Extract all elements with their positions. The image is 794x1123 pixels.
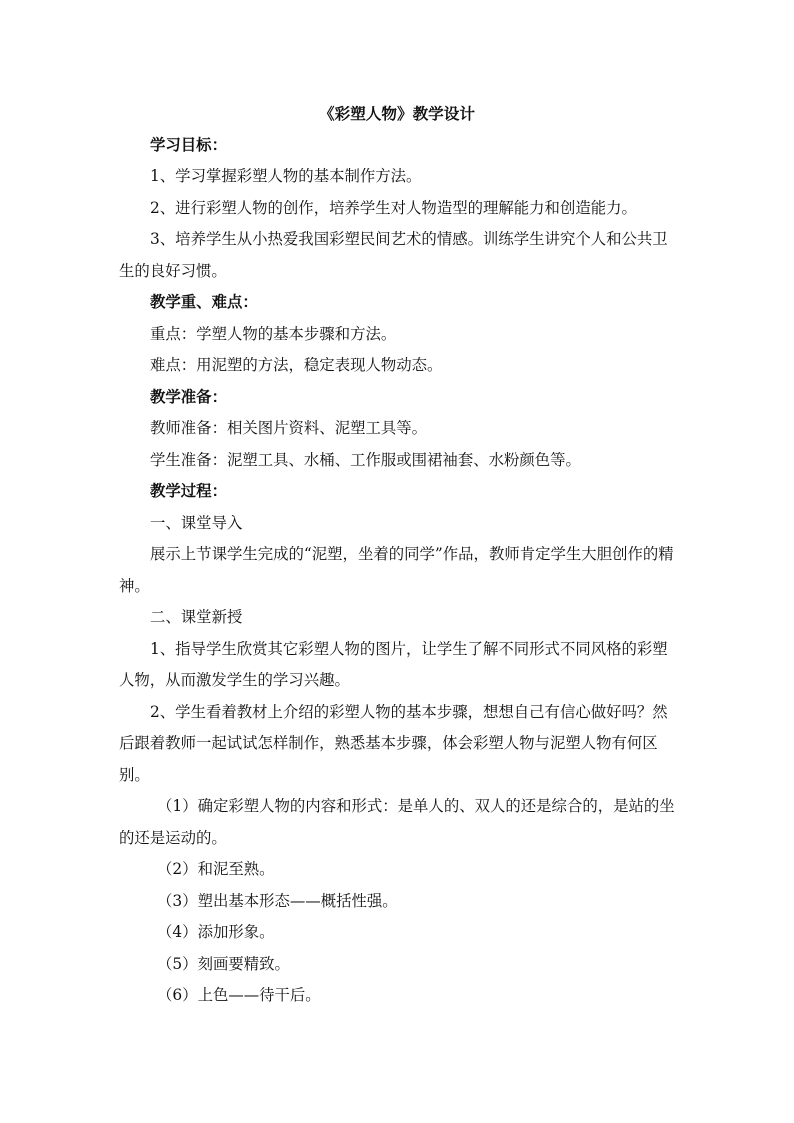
paragraph: 1、学习掌握彩塑人物的基本制作方法。 <box>150 167 422 185</box>
paragraph: 展示上节课学生完成的“泥塑，坐着的同学”作品，教师肯定学生大胆创作的精神。 <box>119 545 674 595</box>
paragraph-list <box>119 130 675 1012</box>
paragraph: 3、培养学生从小热爱我国彩塑民间艺术的情感。训练学生讲究个人和公共卫生的良好习惯。 <box>119 230 668 280</box>
paragraph: 一、课堂导入 <box>150 513 243 532</box>
paragraph: 教师准备：相关图片资料、泥塑工具等。 <box>150 419 428 437</box>
section-heading: 教学重、难点： <box>150 293 258 311</box>
paragraph: 二、课堂新授 <box>150 608 243 626</box>
section-heading: 学习目标： <box>150 135 227 154</box>
paragraph: 2、进行彩塑人物的创作，培养学生对人物造型的理解能力和创造能力。 <box>150 198 637 217</box>
paragraph: 学生准备：泥塑工具、水桶、工作服或围裙袖套、水粉颜色等。 <box>150 450 581 469</box>
step-item: （6）上色——待干后。 <box>157 986 321 1004</box>
document-body <box>119 98 675 1012</box>
paragraph: 2、学生看着教材上介绍的彩塑人物的基本步骤，想想自己有信心做好吗？然后跟着教师一起试试怎样制作，熟悉基本步骤，体会彩塑人物与泥塑人物有何区别。 <box>119 702 668 784</box>
step-item: （2）和泥至熟。 <box>157 860 275 878</box>
section-heading: 教学准备： <box>150 387 227 406</box>
section-heading: 教学过程： <box>150 482 227 500</box>
step-item: （4）添加形象。 <box>157 923 275 941</box>
document-title: 《彩塑人物》教学设计 <box>319 104 475 123</box>
step-item: （3）塑出基本形态——概括性强。 <box>157 891 398 910</box>
step-item: （1）确定彩塑人物的内容和形式：是单人的、双人的还是综合的，是站的坐的还是运动的。 <box>119 797 675 847</box>
paragraph: 重点：学塑人物的基本步骤和方法。 <box>150 324 397 343</box>
step-item: （5）刻画要精致。 <box>157 954 290 973</box>
paragraph: 难点：用泥塑的方法，稳定表现人物动态。 <box>150 356 443 374</box>
paragraph: 1、指导学生欣赏其它彩塑人物的图片，让学生了解不同形式不同风格的彩塑人物，从而激发学生的学习兴趣。 <box>119 639 668 689</box>
